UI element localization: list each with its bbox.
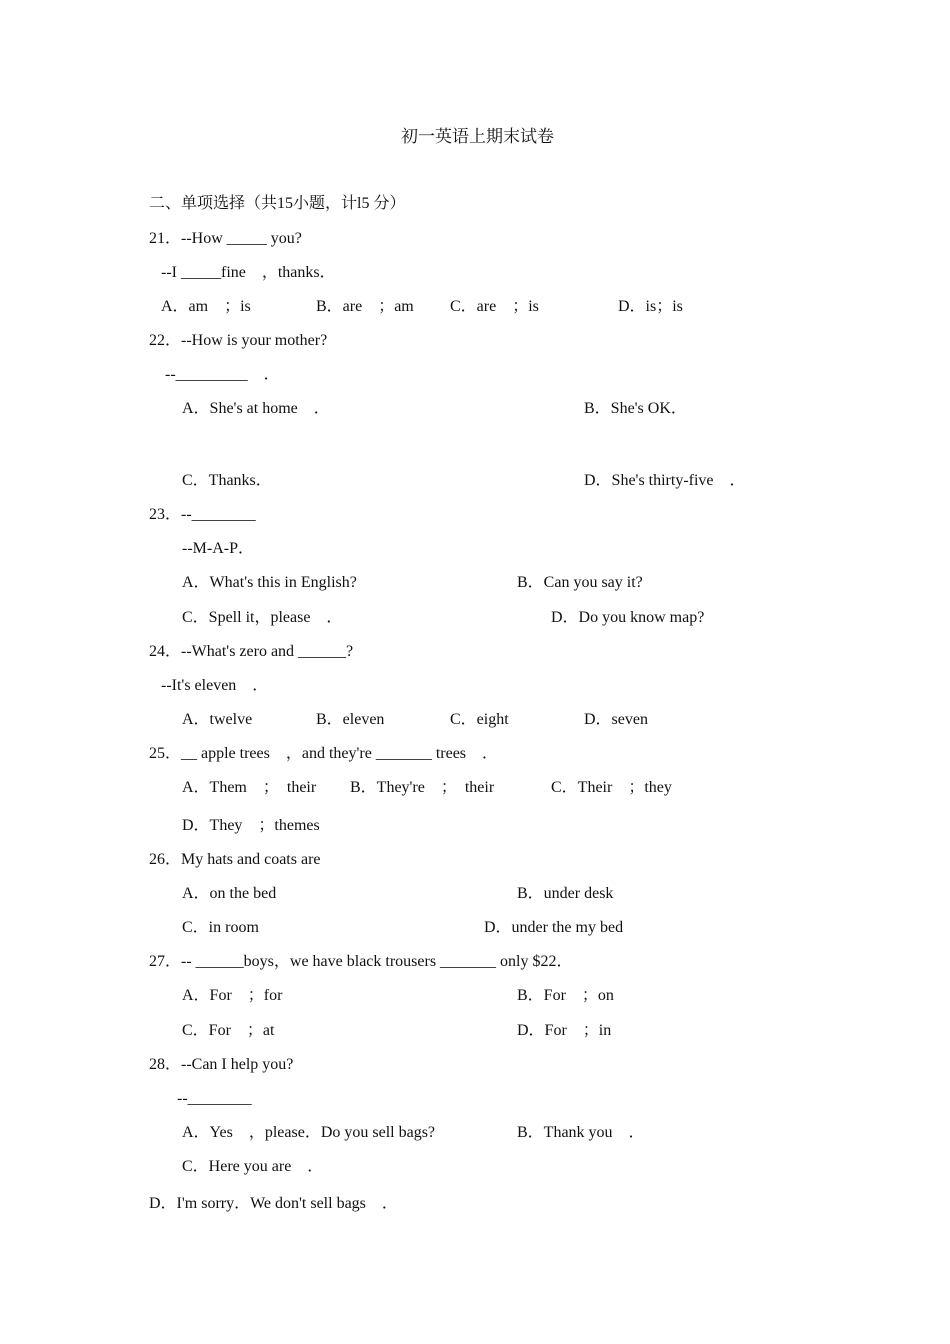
question-24-option-a: A．twelve xyxy=(182,711,253,728)
page-title: 初一英语上期末试卷 xyxy=(401,127,554,146)
question-23-reply: --M-A-P． xyxy=(182,540,254,557)
question-28-option-d: D．I'm sorry．We don't sell bags ． xyxy=(149,1195,398,1212)
question-25-stem: 25．__ apple trees ，and they're _______ trees ． xyxy=(149,745,499,762)
question-21-option-c: C．are ；is xyxy=(450,298,539,315)
question-21-option-d: D．is；is xyxy=(618,298,683,315)
question-28-reply: --________ xyxy=(177,1090,252,1107)
question-21-option-a: A．am ；is xyxy=(161,298,251,315)
question-22-option-d: D．She's thirty-five ． xyxy=(584,472,746,489)
question-27-option-c: C．For ；at xyxy=(182,1022,275,1039)
question-26-option-c: C．in room xyxy=(182,919,259,936)
question-26-stem: 26．My hats and coats are xyxy=(149,851,321,868)
question-27-option-a: A．For ；for xyxy=(182,987,283,1004)
question-23-option-c: C．Spell it，please ． xyxy=(182,609,343,626)
question-28-option-b: B．Thank you ． xyxy=(517,1124,645,1141)
question-26-option-b: B．under desk xyxy=(517,885,614,902)
question-21-stem: 21．--How _____ you? xyxy=(149,230,302,247)
question-22-stem: 22．--How is your mother? xyxy=(149,332,328,349)
question-26-option-a: A．on the bed xyxy=(182,885,277,902)
question-23-option-d: D．Do you know map? xyxy=(551,609,705,626)
question-25-option-c: C．Their ；they xyxy=(551,779,672,796)
question-22-option-a: A．She's at home ． xyxy=(182,400,330,417)
question-24-reply: --It's eleven ． xyxy=(161,677,269,694)
question-27-option-b: B．For ；on xyxy=(517,987,614,1004)
question-24-option-b: B．eleven xyxy=(316,711,385,728)
question-22-option-c: C．Thanks． xyxy=(182,472,272,489)
question-27-option-d: D．For ；in xyxy=(517,1022,612,1039)
question-23-option-b: B．Can you say it? xyxy=(517,574,643,591)
question-21-option-b: B．are ；am xyxy=(316,298,414,315)
question-25-option-a: A．Them ； their xyxy=(182,779,317,796)
question-22-reply: --_________ ． xyxy=(165,366,280,383)
question-26-option-d: D．under the my bed xyxy=(484,919,624,936)
question-28-option-c: C．Here you are ． xyxy=(182,1158,324,1175)
question-24-option-d: D．seven xyxy=(584,711,648,728)
question-27-stem: 27．-- ______boys，we have black trousers _______ only $22． xyxy=(149,953,573,970)
question-21-reply: --I _____fine ，thanks． xyxy=(161,264,336,281)
question-22-option-b: B．She's OK． xyxy=(584,400,687,417)
section-heading: 二、单项选择（共15小题，计l5 分） xyxy=(149,195,406,212)
question-24-stem: 24．--What's zero and ______? xyxy=(149,643,354,660)
question-28-option-a: A．Yes ，please．Do you sell bags? xyxy=(182,1124,436,1141)
question-24-option-c: C．eight xyxy=(450,711,509,728)
question-25-option-b: B．They're ； their xyxy=(350,779,495,796)
question-23-option-a: A．What's this in English? xyxy=(182,574,357,591)
question-28-stem: 28．--Can I help you? xyxy=(149,1056,294,1073)
question-25-option-d: D．They ；themes xyxy=(182,817,320,834)
question-23-stem: 23．--________ xyxy=(149,506,256,523)
